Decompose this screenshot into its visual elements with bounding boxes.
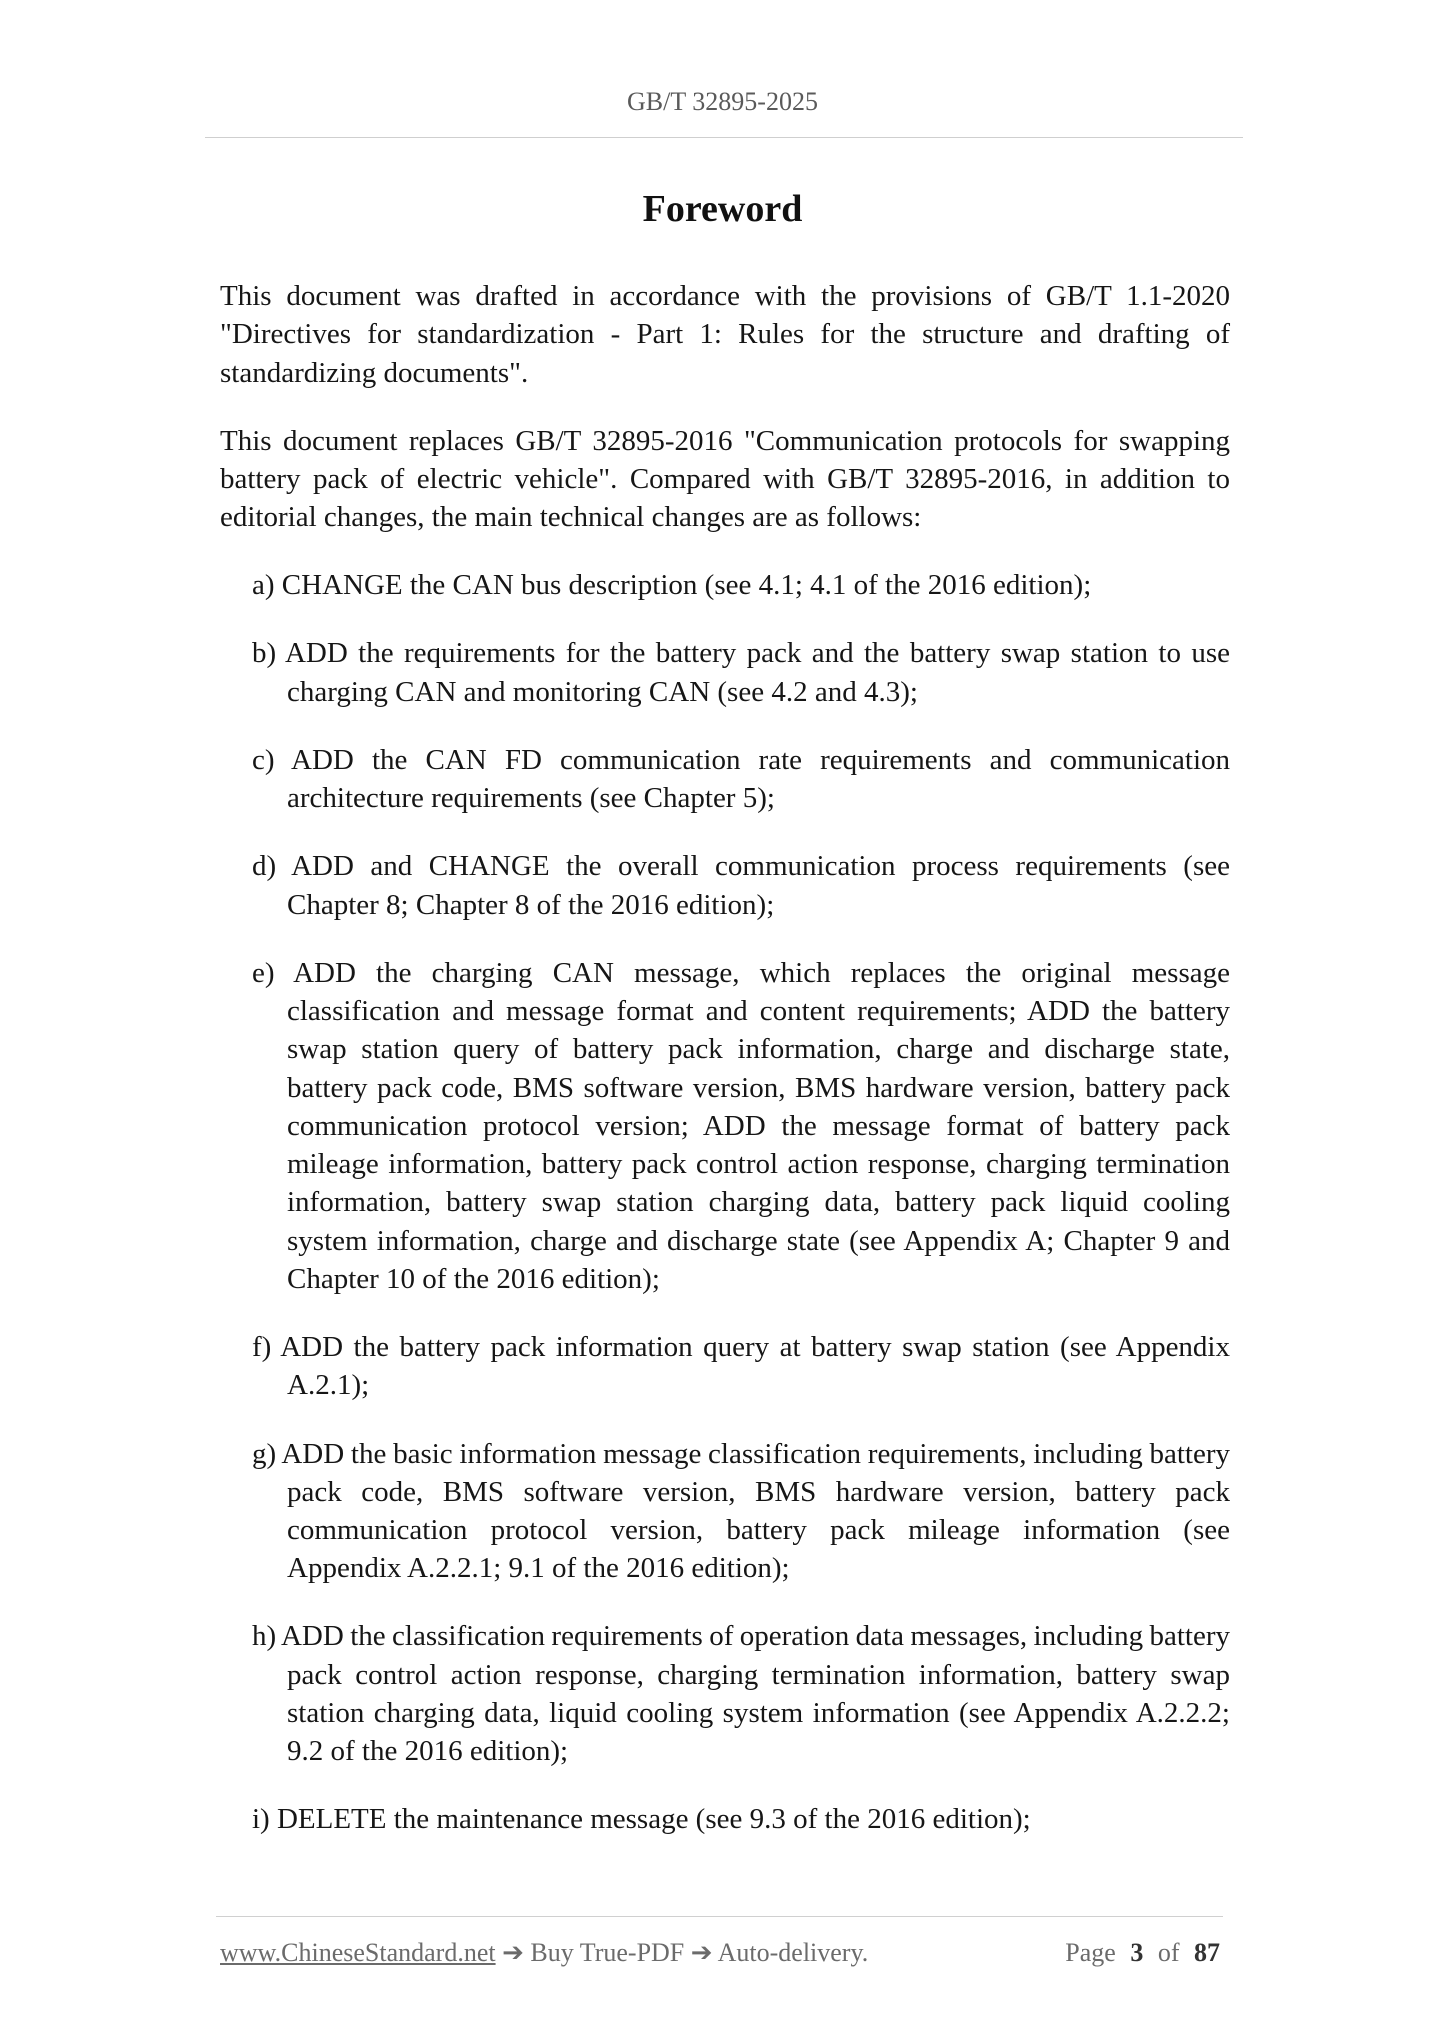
- page-indicator: [1065, 1938, 1220, 1968]
- page-label: Page: [1065, 1938, 1116, 1967]
- change-item-text: DELETE the maintenance message (see 9.3 of the 2016 edition);: [276, 1803, 1031, 1836]
- page-total: 87: [1194, 1938, 1220, 1967]
- change-item-label: e): [252, 956, 275, 989]
- change-item-c: [220, 741, 1230, 818]
- change-item-label: i): [252, 1803, 270, 1836]
- change-item-text: ADD the requirements for the battery pack and the battery swap station to use charging CAN and monitoring CAN (see 4.2 and 4.3);: [284, 637, 1230, 708]
- change-item-label: a): [252, 569, 275, 602]
- footer-divider: [216, 1916, 1223, 1917]
- change-item-text: ADD the basic information message classification requirements, including battery pack code, BMS software version, BMS hardware version, battery pack communication protocol version, battery pack mileage information (see Appendix A.2.2.1; 9.1 of the 2016 edition);: [281, 1437, 1230, 1585]
- change-item-i: [220, 1800, 1230, 1838]
- change-item-b: [220, 634, 1230, 711]
- change-item-label: b): [252, 637, 277, 670]
- page-of-label: of: [1157, 1938, 1180, 1967]
- intro-paragraph: This document was drafted in accordance with the provisions of GB/T 1.1-2020 "Directives for standardization - Part 1: Rules for the structure and drafting of standardizing documents".: [220, 280, 1230, 389]
- change-item-text: ADD the battery pack information query at battery swap station (see Appendix A.2.1);: [280, 1331, 1230, 1402]
- running-header-doc-number: GB/T 32895-2025: [627, 87, 818, 116]
- change-item-text: ADD the classification requirements of operation data messages, including battery pack control action response, charging termination information, battery swap station charging data, liquid cooling system information (see Appendix A.2.2.2; 9.2 of the 2016 edition);: [280, 1620, 1230, 1768]
- change-item-e: [220, 954, 1230, 1299]
- website-link[interactable]: www.ChineseStandard.net: [220, 1938, 496, 1967]
- change-item-label: g): [252, 1437, 277, 1470]
- page-number: 3: [1130, 1938, 1144, 1967]
- change-item-text: ADD the charging CAN message, which replaces the original message classification and message format and content requirements; ADD the battery swap station query of battery pack information, charge and discharge state, battery pack code, BMS software version, BMS hardware version, battery pack communication protocol version; ADD the message format of battery pack mileage information, battery pack control action response, charging termination information, battery swap station charging data, battery pack liquid cooling system information, charge and discharge state (see Appendix A; Chapter 9 and Chapter 10 of the 2016 edition);: [287, 956, 1230, 1296]
- replacement-paragraph: This document replaces GB/T 32895-2016 "Communication protocols for swapping battery pack of electric vehicle". Compared with GB/T 32895-2016, in addition to editorial changes, the main technical changes are as follows:: [220, 424, 1230, 534]
- change-item-d: [220, 847, 1230, 924]
- footer-promo: [220, 1938, 868, 1968]
- change-item-label: d): [252, 850, 277, 883]
- change-item-text: CHANGE the CAN bus description (see 4.1; 4.1 of the 2016 edition);: [281, 569, 1092, 602]
- change-item-g: [220, 1435, 1230, 1588]
- footer-promo-text: ➔ Buy True-PDF ➔ Auto-delivery.: [502, 1938, 869, 1967]
- change-item-text: ADD and CHANGE the overall communication process requirements (see Chapter 8; Chapter 8 of the 2016 edition);: [287, 850, 1230, 921]
- change-item-text: ADD the CAN FD communication rate requirements and communication architecture requirements (see Chapter 5);: [287, 743, 1230, 815]
- change-item-label: h): [252, 1620, 277, 1653]
- header-divider: [205, 137, 1243, 138]
- page-title: Foreword: [642, 188, 803, 230]
- change-item-h: [220, 1617, 1230, 1770]
- change-item-label: f): [252, 1331, 272, 1364]
- foreword-body: [220, 277, 1230, 1869]
- change-item-label: c): [252, 743, 275, 776]
- change-item-f: [220, 1328, 1230, 1405]
- change-item-a: [220, 566, 1230, 604]
